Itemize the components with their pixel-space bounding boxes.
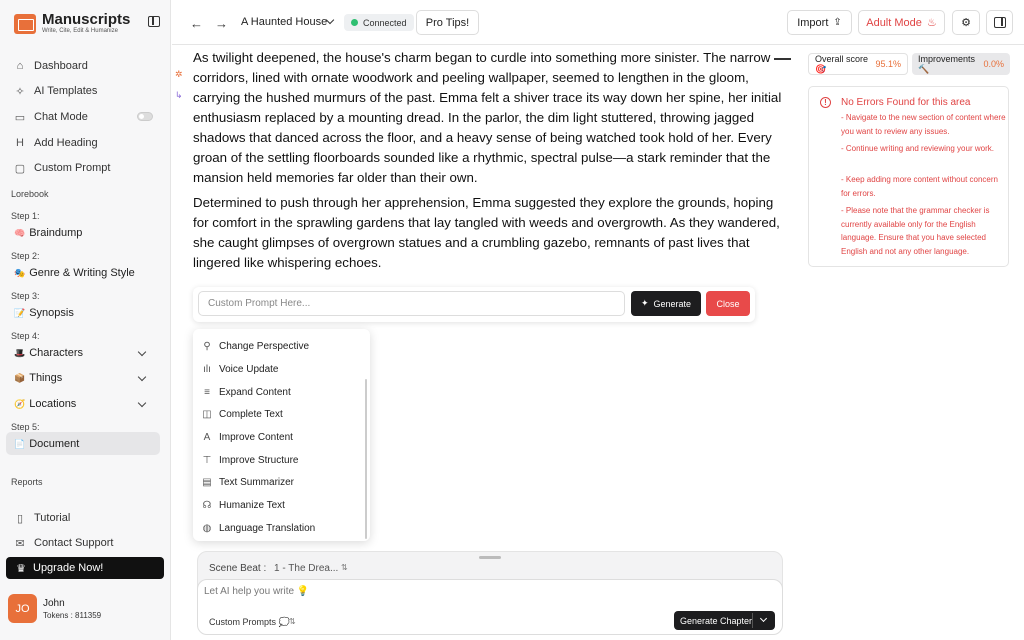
sidebar-item-label: Tutorial xyxy=(34,512,71,524)
sidebar-item-chat-mode[interactable] xyxy=(14,109,88,125)
menu-item-language-translation[interactable] xyxy=(201,520,315,536)
drag-handle[interactable] xyxy=(479,556,501,559)
menu-item-label: Complete Text xyxy=(219,408,283,420)
user-tokens: Tokens : 811359 xyxy=(43,611,102,620)
sidebar-item-label: Characters xyxy=(29,347,84,359)
app-tagline: Write, Cite, Edit & Humanize xyxy=(42,28,118,34)
lorebook-label: Lorebook xyxy=(11,189,49,199)
errors-title: No Errors Found for this area xyxy=(841,97,971,108)
sidebar-item-locations[interactable] xyxy=(14,396,76,412)
sparkle-icon: ✦ xyxy=(640,298,649,308)
sidebar-item-label: Synopsis xyxy=(29,307,74,319)
menu-item-change-perspective[interactable] xyxy=(201,338,309,354)
sidebar-item-label: Locations xyxy=(29,398,77,410)
grammar-status-panel xyxy=(808,86,1009,267)
top-bar xyxy=(172,0,1024,45)
sidebar-item-dashboard[interactable] xyxy=(14,58,88,74)
ai-help-input[interactable]: Let AI help you write 💡 xyxy=(204,586,310,597)
generate-label: Generate xyxy=(653,298,692,309)
sidebar-item-label: Document xyxy=(29,438,80,450)
sidebar-item-label: Add Heading xyxy=(34,137,98,149)
composer-input-area xyxy=(197,579,783,635)
step-label: Step 1: xyxy=(11,211,40,221)
adult-mode-label: Adult Mode xyxy=(866,16,922,29)
sidebar-item-label: Things xyxy=(29,372,63,384)
menu-item-complete-text[interactable] xyxy=(201,406,283,422)
sidebar-item-genre[interactable] xyxy=(14,265,135,281)
generate-button[interactable] xyxy=(631,291,701,316)
scene-beat-select[interactable]: 1 - The Drea... xyxy=(274,563,339,574)
step-label: Step 4: xyxy=(11,331,40,341)
humanize-icon: ☊ xyxy=(202,499,212,511)
settings-button[interactable] xyxy=(952,10,980,35)
sidebar-item-label: Genre & Writing Style xyxy=(29,267,135,279)
heading-icon: H xyxy=(16,137,24,149)
menu-item-label: Change Perspective xyxy=(219,340,310,352)
globe-icon: ◍ xyxy=(202,522,212,534)
menu-item-label: Language Translation xyxy=(219,522,316,534)
step-label: Step 3: xyxy=(11,291,40,301)
sidebar-right-icon xyxy=(994,17,1006,28)
chat-icon: ▭ xyxy=(14,111,26,124)
sidebar-item-label: Braindump xyxy=(29,227,83,239)
composer-panel xyxy=(197,551,783,634)
mail-icon: ✉ xyxy=(15,537,25,550)
document-icon: 📄 xyxy=(14,438,26,449)
menu-scrollbar[interactable] xyxy=(365,379,367,539)
app-logo[interactable] xyxy=(14,12,130,35)
menu-item-voice-update[interactable] xyxy=(201,361,279,377)
paragraph[interactable]: As twilight deepened, the house's charm began to curdle into something more sinister. The narrow corridors, lined with ornate woodwork and peeling wallpaper, seemed to lengthen in the gloom, carrying the hushed murmurs of the past. Emma felt a shiver trace its way down her spine, her initial enthusiasm replaced by a mounting dread. In the parlor, the dim light stuttered, throwing jagged shadows that danced across the floor, and a heavy sense of being watched took hold of her. Every groan of the settling floorboards sounded like a rhythmic, spectral pulse—a stark reminder that the mansion held memories far older than their own. xyxy=(193,50,782,185)
import-icon: ⇪ xyxy=(833,17,842,28)
structure-icon: ⊤ xyxy=(202,454,212,466)
custom-prompt-input[interactable]: Custom Prompt Here... xyxy=(198,291,625,316)
scene-beat-label: Scene Beat : xyxy=(209,563,267,574)
sidebar-item-braindump[interactable] xyxy=(14,225,82,241)
compass-icon: 🧭 xyxy=(14,398,26,409)
voice-icon: ılı xyxy=(203,363,211,375)
tab-improvements[interactable] xyxy=(912,53,1010,75)
tab-overall-score[interactable] xyxy=(808,53,908,75)
prompt-icon: ▢ xyxy=(14,162,26,175)
perspective-icon: ⚲ xyxy=(203,340,211,352)
sidebar-item-label: Custom Prompt xyxy=(34,162,111,174)
import-label: Import xyxy=(797,16,829,29)
sidebar-collapse-icon[interactable] xyxy=(148,16,160,27)
home-icon: ⌂ xyxy=(16,60,24,72)
sidebar-item-custom-prompt[interactable] xyxy=(14,160,110,176)
errors-hint: - Navigate to the new section of content where you want to review any issues. xyxy=(841,113,1006,136)
alert-icon: ! xyxy=(820,97,831,108)
overall-score-value: 95.1% xyxy=(875,59,901,69)
ai-marker-icon[interactable]: ✲ xyxy=(175,69,183,79)
sidebar-item-synopsis[interactable] xyxy=(14,305,74,321)
menu-item-label: Humanize Text xyxy=(219,499,285,511)
menu-item-humanize-text[interactable] xyxy=(201,497,285,513)
menu-item-label: Voice Update xyxy=(219,363,279,375)
overall-score-label: Overall score 🎯 xyxy=(815,53,869,74)
document-icon: ▤ xyxy=(202,476,212,488)
menu-item-label: Text Summarizer xyxy=(219,476,295,488)
step-label: Step 5: xyxy=(11,422,40,432)
errors-hint: - Continue writing and reviewing your work. xyxy=(841,144,994,153)
sidebar-item-ai-templates[interactable] xyxy=(14,83,97,99)
sparkle-icon: ✧ xyxy=(15,85,25,98)
menu-item-label: Improve Structure xyxy=(219,454,299,466)
step-label: Step 2: xyxy=(11,251,40,261)
upgrade-button[interactable] xyxy=(6,557,164,579)
app-name: Manuscripts xyxy=(42,11,131,28)
sidebar-item-label: AI Templates xyxy=(34,85,98,97)
menu-item-expand-content[interactable] xyxy=(201,384,291,400)
chevron-down-icon[interactable] xyxy=(760,615,767,622)
improvements-value: 0.0% xyxy=(983,59,1004,69)
menu-item-text-summarizer[interactable] xyxy=(201,474,294,490)
sidebar xyxy=(0,0,171,640)
chevron-down-icon[interactable] xyxy=(138,348,146,356)
divider xyxy=(774,58,791,60)
custom-prompt-bar xyxy=(193,287,755,322)
sidebar-item-contact-support[interactable] xyxy=(14,535,114,551)
reports-label: Reports xyxy=(11,477,43,487)
menu-item-label: Expand Content xyxy=(219,386,291,398)
indent-marker-icon[interactable]: ↳ xyxy=(175,90,183,100)
avatar[interactable]: JO xyxy=(8,594,37,623)
adult-mode-button[interactable] xyxy=(858,10,945,35)
sidebar-item-things[interactable] xyxy=(14,370,62,386)
box-icon: 📦 xyxy=(14,372,26,383)
sidebar-item-label: Dashboard xyxy=(34,60,88,72)
custom-prompts-select[interactable]: Custom Prompts 💭 xyxy=(209,617,290,627)
upgrade-label: Upgrade Now! xyxy=(33,562,104,574)
menu-item-label: Improve Content xyxy=(219,431,293,443)
errors-hint: - Keep adding more content without concern for errors. xyxy=(841,175,998,198)
flame-icon: ♨ xyxy=(926,17,937,29)
chevron-down-icon[interactable] xyxy=(138,373,146,381)
sidebar-item-tutorial[interactable] xyxy=(14,510,70,526)
hat-icon: 🎩 xyxy=(14,347,26,358)
gear-icon: ⚙ xyxy=(961,17,971,29)
menu-item-improve-structure[interactable] xyxy=(201,452,298,468)
sidebar-item-characters[interactable] xyxy=(14,345,83,361)
book-open-icon: ◫ xyxy=(202,408,212,420)
errors-hint: - Please note that the grammar checker is currently available only for the English language. Ensure that you have selected English and not any other language. xyxy=(841,206,990,256)
sidebar-item-label: Contact Support xyxy=(34,537,114,549)
generate-chapter-button[interactable] xyxy=(674,611,775,630)
status-text: Connected xyxy=(363,17,407,28)
chevron-down-icon[interactable] xyxy=(138,399,146,407)
document-title[interactable]: A Haunted House xyxy=(241,16,328,28)
book-icon: ▯ xyxy=(16,512,24,525)
logo-icon xyxy=(14,14,36,34)
back-arrow-icon[interactable]: ← xyxy=(190,16,203,31)
import-button[interactable] xyxy=(787,10,852,35)
paragraph[interactable]: Determined to push through her apprehension, Emma suggested they explore the grounds, hoping for comfort in the sprawling gardens that lay tangled with weeds and overgrowth. As they wandered, she caught glimpses of overgrown statues and a crumbling gazebo, remnants of past lives that lingered like whispering echoes. xyxy=(193,195,780,270)
brain-icon: 🧠 xyxy=(14,227,26,238)
pro-tips-button[interactable]: Pro Tips! xyxy=(416,10,479,35)
ai-actions-menu xyxy=(193,329,370,541)
panel-toggle-button[interactable] xyxy=(986,10,1013,35)
user-name: John xyxy=(43,598,65,609)
generate-chapter-label: Generate Chapter xyxy=(680,615,753,626)
status-dot-icon xyxy=(351,19,358,26)
document-editor[interactable] xyxy=(193,48,783,278)
masks-icon: 🎭 xyxy=(14,267,26,278)
memo-icon: 📝 xyxy=(14,307,26,318)
menu-item-improve-content[interactable] xyxy=(201,429,293,445)
divider xyxy=(752,613,753,628)
crown-icon: ♛ xyxy=(16,562,26,575)
text-improve-icon: A xyxy=(203,431,211,443)
sidebar-item-document[interactable] xyxy=(14,436,79,452)
forward-arrow-icon[interactable]: → xyxy=(215,16,228,31)
updown-icon[interactable]: ⇅ xyxy=(289,617,296,626)
expand-icon: ≡ xyxy=(204,386,210,398)
close-button[interactable]: Close xyxy=(706,291,750,316)
updown-icon[interactable]: ⇅ xyxy=(341,563,348,572)
chat-mode-toggle[interactable] xyxy=(137,112,153,121)
sidebar-item-label: Chat Mode xyxy=(34,111,88,123)
sidebar-item-add-heading[interactable] xyxy=(14,135,98,151)
improvements-label: Improvements 🔨 xyxy=(918,53,976,74)
status-badge xyxy=(344,14,414,31)
